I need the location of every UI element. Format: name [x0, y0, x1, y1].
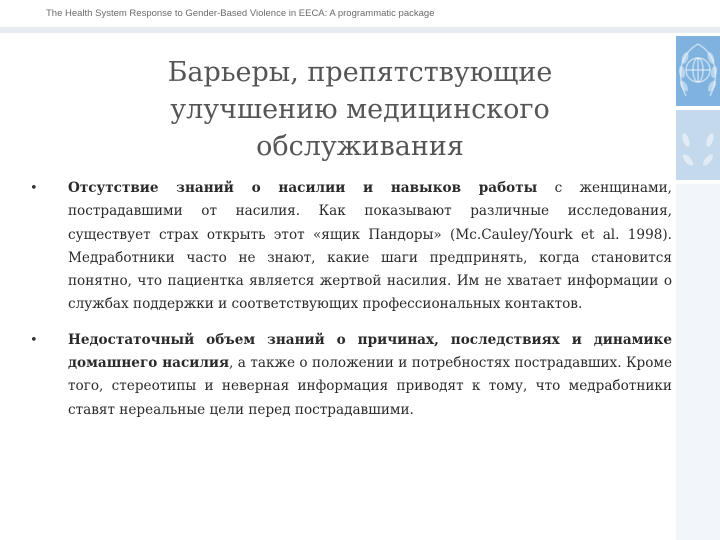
- emblem-pattern-icon: [676, 110, 720, 180]
- bullet-item: [30, 329, 672, 422]
- un-emblem-icon: [676, 36, 720, 106]
- bullet-text: с женщинами, пострадавшими от насилия. Как показывают различные исследования, существует страх открыть этот «ящик Пандоры» (Mc.Cauley/Yourk et al. 1998). Медработники часто не знают, какие шаги предпринять, когда становится понятно, что пациентка является жертвой насилия. Им не хватает информации о службах поддержки и соответствующих профессиональных контактов.: [68, 180, 672, 313]
- bullet-emphasis: Отсутствие знаний о насилии и навыков работы: [68, 180, 538, 196]
- title-line: обслуживания: [256, 131, 464, 163]
- title-line: улучшению медицинского: [170, 94, 550, 126]
- bullet-emphasis: Недостаточный объем знаний о причинах, последствиях и динамике домашнего насилия: [68, 331, 672, 372]
- header-bar: [0, 0, 720, 28]
- brand-panel: [676, 36, 720, 540]
- panel-background: [676, 184, 720, 540]
- bullet-marker: •: [30, 332, 38, 348]
- bullet-item: [30, 177, 672, 317]
- package-title: The Health System Response to Gender-Based Violence in EECA: A programmatic package: [46, 8, 435, 19]
- slide-title: [90, 54, 630, 165]
- bullet-list: [30, 177, 672, 434]
- bullet-marker: •: [30, 181, 38, 196]
- header-divider: [0, 27, 720, 33]
- title-line: Барьеры, препятствующие: [167, 57, 553, 89]
- bullet-text: , а также о положении и потребностях пострадавших. Кроме того, стереотипы и неверная информация приводят к тому, что медработники ставят нереальные цели перед пострадавшими.: [68, 355, 672, 418]
